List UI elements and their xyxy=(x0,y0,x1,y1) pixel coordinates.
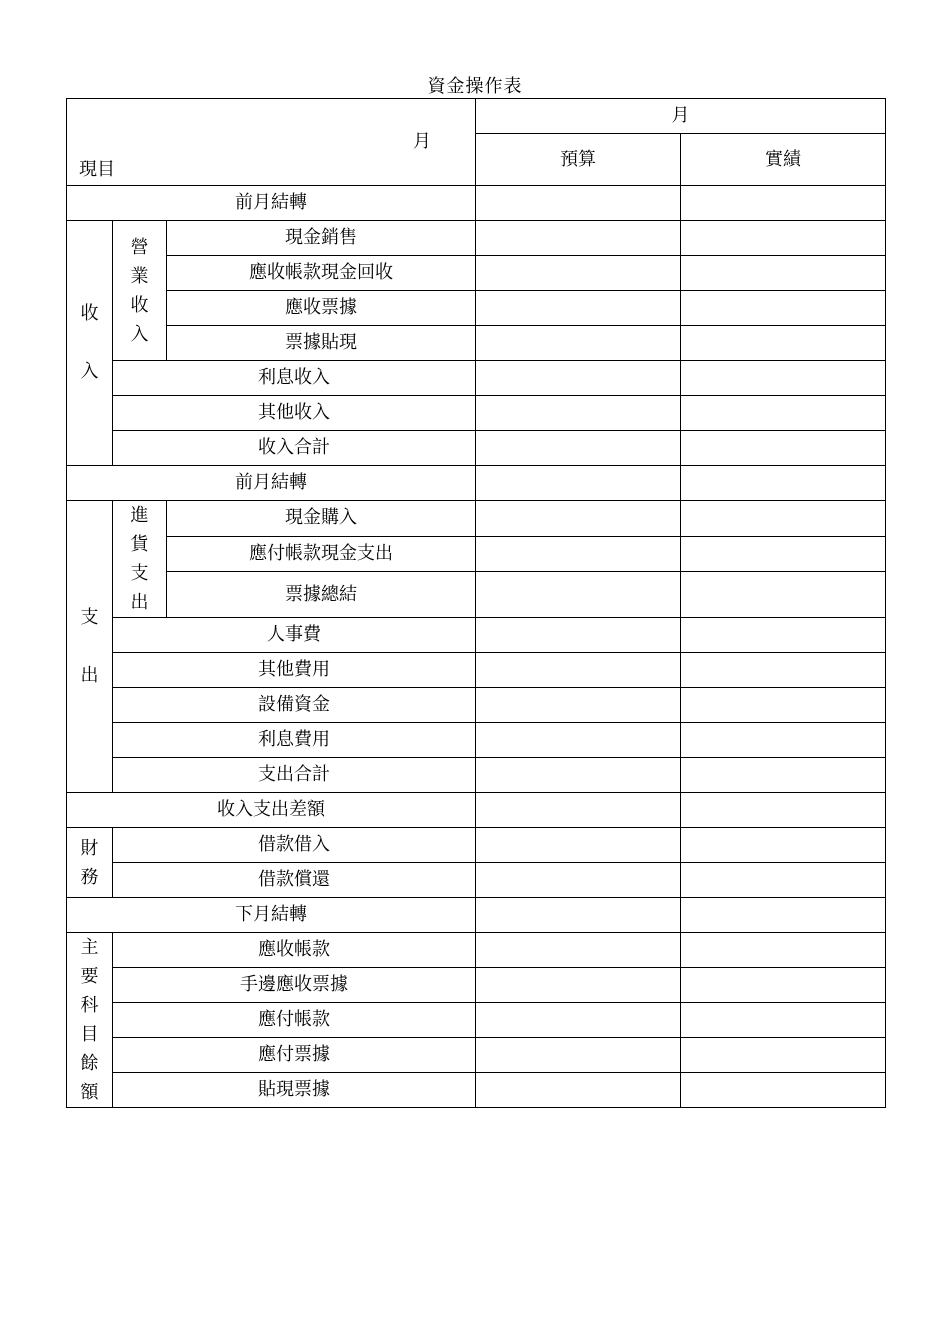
budget-cell[interactable] xyxy=(476,898,681,933)
actual-cell[interactable] xyxy=(681,618,886,653)
actual-cell[interactable] xyxy=(681,536,886,572)
group-op-income xyxy=(113,221,167,361)
budget-cell[interactable] xyxy=(476,688,681,723)
budget-cell[interactable] xyxy=(476,221,681,256)
row-cash-purchase: 現金購入 xyxy=(167,501,476,537)
budget-cell[interactable] xyxy=(476,723,681,758)
row-ap-payment: 應付帳款現金支出 xyxy=(167,536,476,572)
group-income-label: 收 入 xyxy=(80,303,99,382)
group-expense-label: 支 出 xyxy=(80,606,99,686)
group-op-income-label: 營 業 收 入 xyxy=(130,236,149,345)
header-month-label: 月 xyxy=(413,131,432,152)
actual-cell[interactable] xyxy=(681,723,886,758)
row-ar-collection: 應收帳款現金回收 xyxy=(167,256,476,291)
actual-cell[interactable] xyxy=(681,291,886,326)
row-notes-payable: 應付票據 xyxy=(113,1038,476,1073)
actual-cell[interactable] xyxy=(681,396,886,431)
row-notes-settle: 票據總結 xyxy=(167,572,476,618)
actual-cell[interactable] xyxy=(681,221,886,256)
budget-cell[interactable] xyxy=(476,828,681,863)
row-interest-expense: 利息費用 xyxy=(113,723,476,758)
row-carry-in-1: 前月結轉 xyxy=(67,186,476,221)
header-corner-cell xyxy=(67,99,476,186)
row-borrow-in: 借款借入 xyxy=(113,828,476,863)
actual-cell[interactable] xyxy=(681,501,886,537)
page-title: 資金操作表 xyxy=(427,76,523,97)
actual-cell[interactable] xyxy=(681,186,886,221)
row-interest-income: 利息收入 xyxy=(113,361,476,396)
row-note-discount: 票據貼現 xyxy=(167,326,476,361)
budget-cell[interactable] xyxy=(476,326,681,361)
budget-cell[interactable] xyxy=(476,793,681,828)
budget-cell[interactable] xyxy=(476,968,681,1003)
actual-cell[interactable] xyxy=(681,431,886,466)
actual-cell[interactable] xyxy=(681,828,886,863)
budget-cell[interactable] xyxy=(476,653,681,688)
row-other-expense: 其他費用 xyxy=(113,653,476,688)
group-main-balance xyxy=(67,933,113,1108)
row-notes-on-hand: 手邊應收票據 xyxy=(113,968,476,1003)
budget-cell[interactable] xyxy=(476,1073,681,1108)
actual-cell[interactable] xyxy=(681,758,886,793)
row-equipment: 設備資金 xyxy=(113,688,476,723)
actual-cell[interactable] xyxy=(681,1073,886,1108)
budget-cell[interactable] xyxy=(476,1038,681,1073)
row-carry-out: 下月結轉 xyxy=(67,898,476,933)
group-finance xyxy=(67,828,113,898)
actual-cell[interactable] xyxy=(681,1003,886,1038)
budget-cell[interactable] xyxy=(476,466,681,501)
group-income xyxy=(67,221,113,466)
budget-cell[interactable] xyxy=(476,291,681,326)
actual-cell[interactable] xyxy=(681,863,886,898)
budget-cell[interactable] xyxy=(476,618,681,653)
group-purchase xyxy=(113,501,167,618)
row-borrow-repay: 借款償還 xyxy=(113,863,476,898)
header-item-label: 現目 xyxy=(79,159,115,180)
row-notes-receivable: 應收票據 xyxy=(167,291,476,326)
actual-cell[interactable] xyxy=(681,256,886,291)
budget-cell[interactable] xyxy=(476,572,681,618)
row-accounts-payable: 應付帳款 xyxy=(113,1003,476,1038)
budget-cell[interactable] xyxy=(476,933,681,968)
actual-cell[interactable] xyxy=(681,688,886,723)
actual-cell[interactable] xyxy=(681,968,886,1003)
row-balance-diff: 收入支出差額 xyxy=(67,793,476,828)
row-cash-sales: 現金銷售 xyxy=(167,221,476,256)
row-expense-total: 支出合計 xyxy=(113,758,476,793)
group-main-balance-label: 主 要 科 目 餘 額 xyxy=(80,937,99,1103)
actual-cell[interactable] xyxy=(681,572,886,618)
actual-cell[interactable] xyxy=(681,326,886,361)
actual-cell[interactable] xyxy=(681,1038,886,1073)
group-expense xyxy=(67,501,113,793)
budget-cell[interactable] xyxy=(476,1003,681,1038)
budget-cell[interactable] xyxy=(476,186,681,221)
group-finance-label: 財 務 xyxy=(80,837,99,888)
row-other-income: 其他收入 xyxy=(113,396,476,431)
row-accounts-receivable: 應收帳款 xyxy=(113,933,476,968)
row-carry-in-2: 前月結轉 xyxy=(67,466,476,501)
group-purchase-label: 進 貨 支 出 xyxy=(130,505,149,613)
budget-cell[interactable] xyxy=(476,758,681,793)
actual-cell[interactable] xyxy=(681,361,886,396)
row-income-total: 收入合計 xyxy=(113,431,476,466)
actual-cell[interactable] xyxy=(681,466,886,501)
header-actual: 實績 xyxy=(681,134,886,186)
header-month-column: 月 xyxy=(476,99,886,134)
budget-cell[interactable] xyxy=(476,431,681,466)
actual-cell[interactable] xyxy=(681,793,886,828)
actual-cell[interactable] xyxy=(681,653,886,688)
actual-cell[interactable] xyxy=(681,898,886,933)
row-personnel: 人事費 xyxy=(113,618,476,653)
actual-cell[interactable] xyxy=(681,933,886,968)
budget-cell[interactable] xyxy=(476,501,681,537)
budget-cell[interactable] xyxy=(476,536,681,572)
row-discounted-notes: 貼現票據 xyxy=(113,1073,476,1108)
budget-cell[interactable] xyxy=(476,863,681,898)
budget-cell[interactable] xyxy=(476,361,681,396)
header-budget: 預算 xyxy=(476,134,681,186)
fund-operation-table xyxy=(66,98,886,1108)
budget-cell[interactable] xyxy=(476,396,681,431)
budget-cell[interactable] xyxy=(476,256,681,291)
